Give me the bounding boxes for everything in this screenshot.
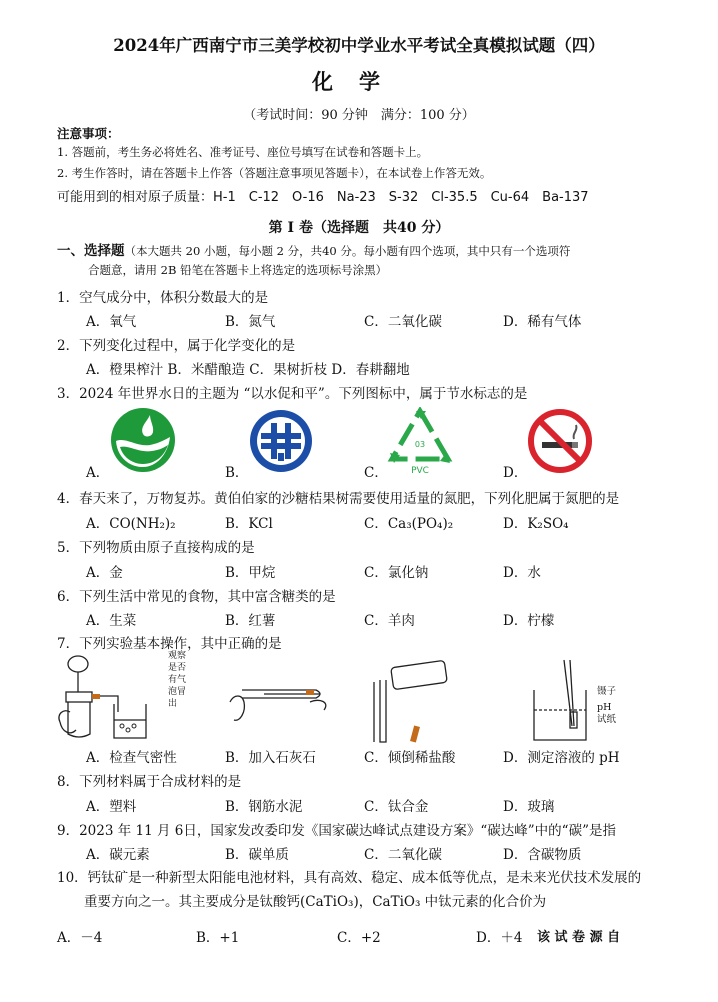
q2-stem: 2．下列变化过程中，属于化学变化的是 <box>57 338 296 354</box>
q1-option-d: D．稀有气体 <box>503 314 582 330</box>
q3-option-c: C． <box>364 465 388 481</box>
q7-a-note-line-2: 是否 <box>168 663 187 673</box>
q3-option-d: D． <box>503 465 528 481</box>
q7-a-note-line-4: 泡冒 <box>168 687 187 697</box>
q7-a-note-line-5: 出 <box>168 699 178 709</box>
no-smoking-icon <box>528 409 592 473</box>
q7-d-note <box>597 686 616 726</box>
q7-option-d: D．测定溶液的 pH <box>503 750 620 766</box>
section-heading: 第 I 卷（选择题 共40 分） <box>268 220 450 236</box>
part-instr-2: 合题意，请用 2B 铅笔在答题卡上将选定的选项标号涂黑） <box>88 263 388 277</box>
building-emblem-icon <box>249 409 313 473</box>
atomic-mass-line: 可能用到的相对原子质量：H-1 C-12 O-16 Na-23 S-32 Cl-35.5 Cu-64 Ba-137 <box>57 190 589 205</box>
q7-d-note-ph: pH <box>597 702 612 713</box>
q7-option-c: C．倾倒稀盐酸 <box>364 750 456 766</box>
source-watermark-text: 该 试 卷 源 自 <box>537 930 621 945</box>
q4-option-b: B．KCl <box>225 516 273 532</box>
q10-stem-line-1: 10．钙钛矿是一种新型太阳能电池材料，具有高效、稳定、成本低等优点，是未来光伏技术发展的 <box>57 870 642 886</box>
q7-a-note-line-1: 观察 <box>168 651 187 661</box>
notice-heading: 注意事项： <box>57 126 120 141</box>
q8-option-a: A．塑料 <box>86 799 137 815</box>
q4-option-a: A．CO(NH₂)₂ <box>86 516 176 532</box>
q3-option-a: A． <box>86 465 110 481</box>
q1-option-a: A．氧气 <box>86 314 137 330</box>
q9-option-d: D．含碳物质 <box>503 847 582 863</box>
q1-option-c: C．二氧化碳 <box>364 314 442 330</box>
q6-option-b: B．红薯 <box>225 613 276 629</box>
exam-info: （考试时间：90 分钟 满分：100 分） <box>243 108 475 123</box>
part-label: 一、选择题 <box>57 243 125 259</box>
add-limestone-figure <box>224 680 334 730</box>
q5-option-b: B．甲烷 <box>225 565 276 581</box>
q2-options: A．橙果榨汁 B．米醋酿造 C．果树折枝 D．春耕翻地 <box>86 362 410 378</box>
q7-d-note-tweezers: 镊子 <box>597 686 617 697</box>
q6-option-d: D．柠檬 <box>503 613 555 629</box>
q7-a-note-line-3: 有气 <box>168 675 187 685</box>
part-instructions <box>57 239 570 259</box>
q4-option-c: C．Ca₃(PO₄)₂ <box>364 516 454 532</box>
q8-option-b: B．钢筋水泥 <box>225 799 303 815</box>
q7-d-note-paper: 试纸 <box>597 714 617 725</box>
subject-title: 化学 <box>312 69 406 94</box>
part-instr-1: （本大题共 20 小题，每小题 2 分，共40 分。每小题有四个选项，其中只有一个选项符 <box>124 244 571 258</box>
q9-stem: 9．2023 年 11 月 6日，国家发改委印发《国家碳达峰试点建设方案》“碳达峰”中的“碳”是指 <box>57 823 616 839</box>
measure-ph-figure <box>530 656 600 744</box>
q8-option-d: D．玻璃 <box>503 799 555 815</box>
q4-option-d: D．K₂SO₄ <box>503 516 569 532</box>
q8-option-c: C．钛合金 <box>364 799 429 815</box>
q5-stem: 5．下列物质由原子直接构成的是 <box>57 540 255 556</box>
q10-stem-line-2: 重要方向之一。其主要成分是钛酸钙(CaTiO₃)，CaTiO₃ 中钛元素的化合价为 <box>84 894 547 910</box>
q9-option-b: B．碳单质 <box>225 847 289 863</box>
q7-stem: 7．下列实验基本操作，其中正确的是 <box>57 636 282 652</box>
q10-option-d: D．＋4 <box>476 930 523 946</box>
q10-option-a: A．－4 <box>57 930 103 946</box>
notice-item-2: 2. 考生作答时，请在答题卡上作答（答题注意事项见答题卡），在本试卷上作答无效。 <box>57 166 492 180</box>
q9-option-a: A．碳元素 <box>86 847 150 863</box>
q9-option-c: C．二氧化碳 <box>364 847 442 863</box>
q10-option-b: B．+1 <box>196 930 240 946</box>
q1-stem: 1．空气成分中，体积分数最大的是 <box>57 290 269 306</box>
q6-stem: 6．下列生活中常见的食物，其中富含糖类的是 <box>57 589 336 605</box>
q3-option-b: B． <box>225 465 249 481</box>
water-saving-icon <box>110 407 176 473</box>
recycle-label: PVC <box>411 466 429 475</box>
q6-option-a: A．生菜 <box>86 613 137 629</box>
q5-option-a: A．金 <box>86 565 123 581</box>
q8-stem: 8．下列材料属于合成材料的是 <box>57 774 242 790</box>
q6-option-c: C．羊肉 <box>364 613 415 629</box>
q4-stem: 4．春天来了，万物复苏。黄伯伯家的沙糖桔果树需要使用适量的氮肥，下列化肥属于氮肥的是 <box>57 491 620 507</box>
recycle-pvc-icon <box>386 407 454 475</box>
q7-option-a: A．检查气密性 <box>86 750 177 766</box>
q7-option-b: B．加入石灰石 <box>225 750 316 766</box>
pour-acid-figure <box>372 656 456 744</box>
q7-a-note <box>168 650 186 710</box>
recycle-code: 03 <box>414 440 426 449</box>
q5-option-d: D．水 <box>503 565 541 581</box>
q1-option-b: B．氮气 <box>225 314 276 330</box>
q10-option-c: C．+2 <box>337 930 381 946</box>
q5-option-c: C．氯化钠 <box>364 565 429 581</box>
notice-item-1: 1. 答题前，考生务必将姓名、准考证号、座位号填写在试卷和答题卡上。 <box>57 145 429 159</box>
q3-stem: 3．2024 年世界水日的主题为 “以水促和平”。下列图标中，属于节水标志的是 <box>57 386 528 402</box>
exam-title: 2024年广西南宁市三美学校初中学业水平考试全真模拟试题（四） <box>113 36 605 55</box>
